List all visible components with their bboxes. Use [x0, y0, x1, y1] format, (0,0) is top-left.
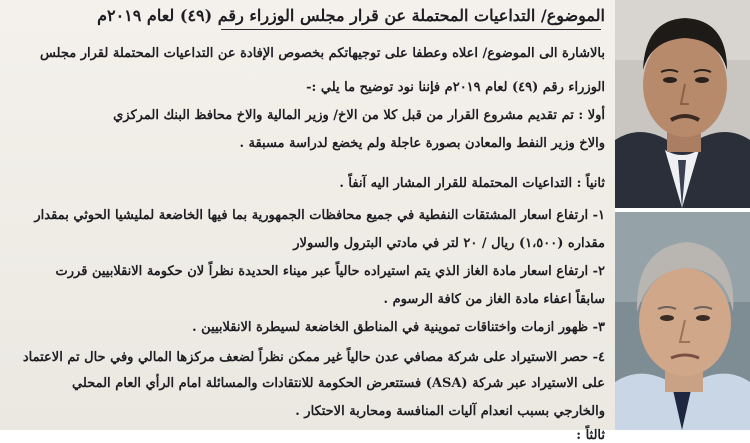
document-line: والخارجي بسبب انعدام آليات المنافسة ومحاربة الاحتكار . — [295, 404, 605, 419]
portrait-photo-top — [615, 0, 750, 208]
document-line: مقداره (١،٥٠٠) ريال / ٢٠ لتر في مادتي البترول والسولار — [293, 236, 605, 251]
document-line: بالاشارة الى الموضوع/ اعلاه وعطفا على توجيهاتكم بخصوص الإفادة عن التداعيات المحتملة لقرار مجلس — [39, 46, 605, 61]
document-subject: الموضوع/ التداعيات المحتملة عن قرار مجلس الوزراء رقم (٤٩) لعام ٢٠١٩م — [97, 6, 605, 25]
document-line: سابقاً اعفاء مادة الغاز من كافة الرسوم . — [383, 292, 605, 307]
document-line: على الاستيراد عبر شركة (ASA) فستتعرض الحكومة للانتقادات والمسائلة امام الرأي العام المحلي — [72, 376, 605, 391]
document-line: ٢- ارتفاع اسعار مادة الغاز الذي يتم استيراده حالياً عبر ميناء الحديدة نظراً لان حكومة الانقلابيين قررت — [55, 264, 605, 279]
document-line: ثانياً : التداعيات المحتملة للقرار المشار اليه آنفاً . — [339, 176, 605, 191]
document-line: ٤- حصر الاستيراد على شركة مصافي عدن حالياً غير ممكن نظراً لضعف مركزها المالي وفي حال تم الاعتماد — [22, 350, 605, 365]
document-line: الوزراء رقم (٤٩) لعام ٢٠١٩م فإننا نود توضيح ما يلي :- — [306, 80, 605, 95]
portrait-photo-bottom — [615, 212, 750, 430]
portrait-man-grey-hair-icon — [615, 212, 750, 430]
subject-underline — [221, 29, 601, 30]
document-line: والاخ وزير النفط والمعادن بصورة عاجلة ولم يخضع لدراسة مسبقة . — [239, 136, 605, 151]
document-line: ٣- ظهور ازمات واختناقات تموينية في المناطق الخاضعة لسيطرة الانقلابيين . — [192, 320, 605, 335]
document-line: أولا : تم تقديم مشروع القرار من قبل كلا من الاخ/ وزير المالية والاخ محافظ البنك المركزي — [113, 108, 605, 123]
document-line: ثالثاً : — [576, 428, 605, 443]
photo-column — [615, 0, 750, 430]
portrait-man-suit-icon — [615, 0, 750, 208]
document-line: ١- ارتفاع اسعار المشتقات النفطية في جميع محافظات الجمهورية بما فيها الخاضعة لمليشيا الحوثي بمقدار — [34, 208, 605, 223]
